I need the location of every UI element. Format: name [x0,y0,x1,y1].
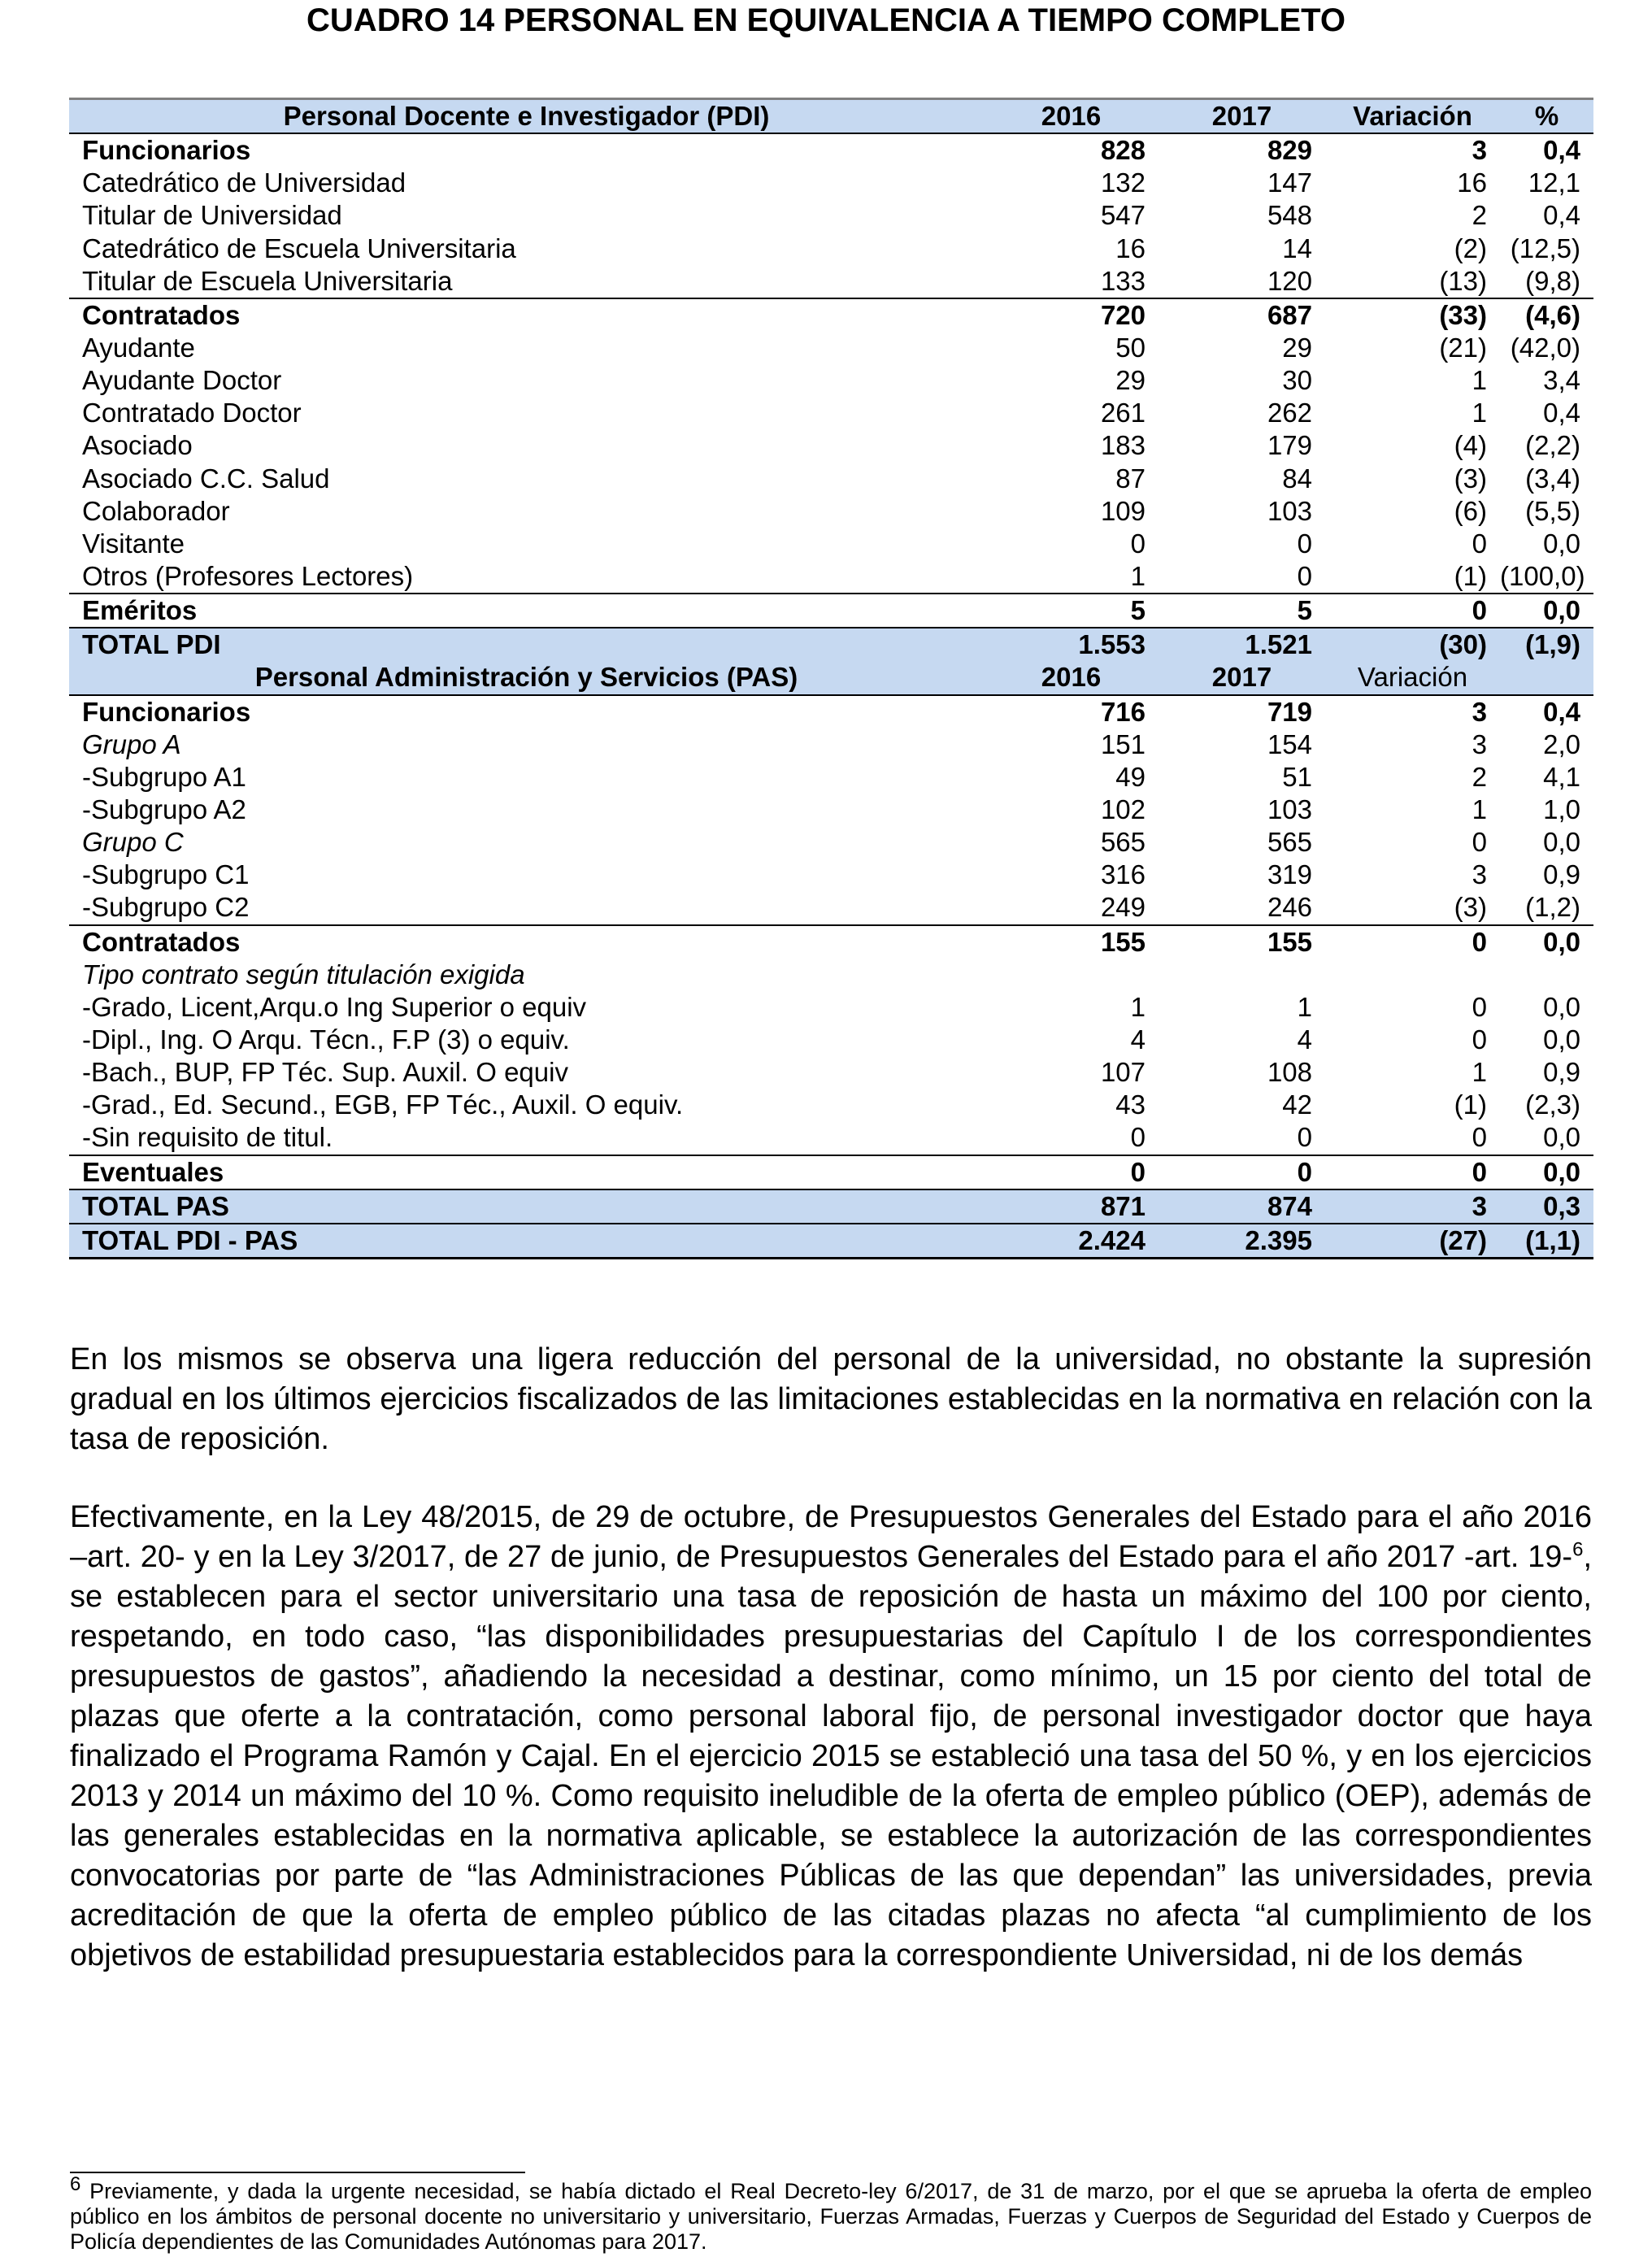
value-percent: 1,0 [1543,794,1580,825]
table-row [69,925,1593,959]
value-percent: (1,2) [1525,892,1580,923]
value-2017 [1159,959,1325,991]
row-label: -Dipl., Ing. O Arqu. Técn., F.P (3) o equiv. [82,1024,570,1055]
value-percent: (3,4) [1525,463,1580,494]
table-row [69,397,1593,429]
pas-header-row [69,661,1593,694]
row-label: Contratados [69,298,984,332]
table-row [69,463,1593,495]
header-2017: 2017 [1159,661,1325,694]
footnote-reference[interactable]: 6 [1572,1538,1584,1561]
table-row [69,1056,1593,1089]
value-2017: 179 [1267,430,1312,461]
row-label: -Subgrupo C1 [82,859,250,890]
row-label: Ayudante [82,333,195,363]
value-2016: 50 [1115,333,1146,363]
value-2017: 0 [1159,1155,1325,1189]
row-label: Otros (Profesores Lectores) [82,561,414,592]
row-label: Grupo C [82,827,184,858]
body-paragraph [70,1498,1592,1976]
table-row [69,364,1593,397]
value-percent: 0,3 [1500,1189,1593,1224]
row-label: TOTAL PDI - PAS [69,1224,984,1259]
value-2017: 565 [1267,827,1312,858]
table-row [69,1089,1593,1121]
value-2016: 49 [1115,761,1146,792]
table-row [69,199,1593,232]
header-variacion: Variación [1325,661,1500,694]
value-variacion: (4) [1454,430,1487,461]
value-2016: 151 [1100,728,1146,759]
value-2017: 30 [1282,365,1312,396]
footnote-text: Previamente, y dada la urgente necesidad, se había dictado el Real Decreto-ley 6/2017, de 31 de marzo, por el que se aprueba la oferta de empleo público en los ámbitos de personal docente no universitario y universitario, Fuerzas Armadas, Fuerzas y Cuerpos de Seguridad del Estado y Cuerpos de Policía dependientes de las Comunidades Autónomas para 2017. [70,2179,1592,2254]
value-2016: 43 [1115,1089,1146,1120]
table-row [69,233,1593,265]
value-2017: 1.521 [1159,628,1325,661]
value-variacion: 1 [1472,1057,1487,1088]
value-2017: 5 [1159,594,1325,628]
table-row [69,594,1593,628]
value-2017: 120 [1267,265,1312,296]
value-2016: 109 [1100,495,1146,526]
value-variacion [1325,959,1500,991]
row-label: Titular de Universidad [82,200,342,231]
value-percent: 2,0 [1543,728,1580,759]
value-percent: 0,9 [1543,859,1580,890]
row-label: -Grado, Licent,Arqu.o Ing Superior o equiv [82,991,587,1022]
value-variacion: (13) [1439,265,1487,296]
value-percent: 0,0 [1500,1155,1593,1189]
table-row [69,761,1593,794]
value-variacion: 0 [1472,528,1487,559]
table-row [69,1121,1593,1155]
table-row [69,133,1593,167]
value-2016: 720 [984,298,1159,332]
row-label: Contratado Doctor [82,398,302,428]
value-2016: 5 [984,594,1159,628]
value-percent: (5,5) [1525,495,1580,526]
row-label: Contratados [69,925,984,959]
pas-header-label: Personal Administración y Servicios (PAS) [69,661,984,694]
value-percent: 0,0 [1543,1024,1580,1055]
value-2017: 246 [1267,892,1312,923]
value-percent: (9,8) [1525,265,1580,296]
value-2016 [984,959,1159,991]
value-2016: 155 [984,925,1159,959]
value-2016: 4 [1130,1024,1146,1055]
value-2017: 2.395 [1159,1224,1325,1259]
value-variacion: 2 [1472,761,1487,792]
value-2017: 108 [1267,1057,1312,1088]
row-label: Asociado C.C. Salud [82,463,330,494]
pdi-header-label: Personal Docente e Investigador (PDI) [69,99,984,134]
value-2016: 0 [1130,528,1146,559]
value-2016: 2.424 [984,1224,1159,1259]
value-2017: 29 [1282,333,1312,363]
value-percent: 0,4 [1543,398,1580,428]
row-label: -Grad., Ed. Secund., EGB, FP Téc., Auxil. O equiv. [82,1089,684,1120]
value-percent: 3,4 [1543,365,1580,396]
value-2017: 719 [1159,695,1325,728]
value-2017: 548 [1267,200,1312,231]
value-percent: (12,5) [1510,233,1580,263]
value-variacion: 1 [1472,365,1487,396]
value-2017: 103 [1267,495,1312,526]
pdi-header-row [69,99,1593,134]
value-variacion: 0 [1472,1122,1487,1153]
value-variacion: (6) [1454,495,1487,526]
row-label: Asociado [82,430,193,461]
table-row [69,728,1593,761]
row-label: -Subgrupo A2 [82,794,246,825]
row-label: Tipo contrato según titulación exigida [82,959,525,989]
value-variacion: 1 [1472,398,1487,428]
value-percent: 0,0 [1543,991,1580,1022]
row-label: -Subgrupo C2 [82,892,250,923]
table-row [69,859,1593,891]
value-percent: 4,1 [1543,761,1580,792]
value-2017: 51 [1282,761,1312,792]
value-2017: 0 [1297,528,1312,559]
value-2017: 14 [1282,233,1312,263]
header-variacion: Variación [1325,99,1500,134]
value-variacion: (3) [1454,463,1487,494]
staff-table [69,98,1593,1259]
value-2017: 829 [1159,133,1325,167]
total-row [69,628,1593,661]
value-2016: 871 [984,1189,1159,1224]
row-label: Funcionarios [69,133,984,167]
value-2016: 29 [1115,365,1146,396]
value-variacion: 2 [1472,200,1487,231]
table-row [69,265,1593,298]
value-percent: 12,1 [1528,167,1580,198]
value-percent: (4,6) [1500,298,1593,332]
value-variacion: (3) [1454,892,1487,923]
value-variacion: 3 [1325,695,1500,728]
footnote-separator [70,2172,525,2173]
row-label: Eventuales [69,1155,984,1189]
value-2017: 262 [1267,398,1312,428]
value-2017: 1 [1297,991,1312,1022]
row-label: Funcionarios [69,695,984,728]
table-row [69,332,1593,364]
value-variacion: 3 [1472,728,1487,759]
value-2017: 0 [1297,561,1312,592]
table-row [69,794,1593,826]
value-percent [1500,959,1593,991]
value-2016: 1.553 [984,628,1159,661]
grand-total-row [69,1224,1593,1259]
paragraph-text: , se establecen para el sector universitario una tasa de reposición de hasta un máximo del 100 por ciento, respetando, en todo caso, “las disponibilidades presupuestarias del Capítulo I de los correspondientes presupuestos de gastos”, añadiendo la necesidad a destinar, como mínimo, un 15 por ciento del total de plazas que oferte a la contratación, como personal laboral fijo, de personal investigador doctor que haya finalizado el Programa Ramón y Cajal. En el ejercicio 2015 se estableció una tasa del 50 %, y en los ejercicios 2013 y 2014 un máximo del 10 %. Como requisito ineludible de la oferta de empleo público (OEP), además de las generales establecidas en la normativa aplicable, se establece la autorización de las correspondientes convocatorias por parte de “las Administraciones Públicas de las que dependan” las universidades, previa acreditación de que la oferta de empleo público de las citadas plazas no afecta “al cumplimiento de los objetivos de estabilidad presupuestaria establecidos para la correspondiente Universidad, ni de los demás [70,1540,1592,1972]
table-row [69,495,1593,528]
value-variacion: (27) [1325,1224,1500,1259]
value-variacion: (21) [1439,333,1487,363]
value-2017: 103 [1267,794,1312,825]
value-2016: 249 [1100,892,1146,923]
row-label: Catedrático de Escuela Universitaria [82,233,516,263]
footnote-number: 6 [70,2173,81,2195]
value-percent: (100,0) [1500,561,1585,592]
value-2016: 0 [1130,1122,1146,1153]
value-percent: 0,0 [1500,594,1593,628]
row-label: Colaborador [82,495,230,526]
value-2016: 1 [1130,991,1146,1022]
value-variacion: 0 [1472,991,1487,1022]
value-2016: 132 [1100,167,1146,198]
value-percent: 0,0 [1500,925,1593,959]
value-2016: 547 [1100,200,1146,231]
value-percent: 0,9 [1543,1057,1580,1088]
header-2016: 2016 [984,99,1159,134]
row-label: Grupo A [82,728,181,759]
value-variacion: (30) [1325,628,1500,661]
value-percent: (1,9) [1500,628,1593,661]
table-row [69,1155,1593,1189]
value-percent: 0,4 [1500,133,1593,167]
table-row [69,528,1593,560]
value-2016: 102 [1100,794,1146,825]
table-row [69,959,1593,991]
footnote [70,2173,1592,2255]
row-label: Visitante [82,528,185,559]
table-row [69,560,1593,594]
value-percent: (42,0) [1510,333,1580,363]
value-variacion: (1) [1454,561,1487,592]
value-variacion: (1) [1454,1089,1487,1120]
table-title: CUADRO 14 PERSONAL EN EQUIVALENCIA A TIEMPO COMPLETO [306,2,1346,38]
value-variacion: (33) [1325,298,1500,332]
paragraph-text: Efectivamente, en la Ley 48/2015, de 29 de octubre, de Presupuestos Generales del Estado para el año 2016 –art. 20- y en la Ley 3/2017, de 27 de junio, de Presupuestos Generales del Estado para el año 2017 -art. 19- [70,1500,1592,1574]
value-2016: 133 [1100,265,1146,296]
value-2017: 84 [1282,463,1312,494]
value-percent: (2,2) [1525,430,1580,461]
value-2017: 687 [1159,298,1325,332]
value-percent: 0,0 [1543,528,1580,559]
row-label: Eméritos [69,594,984,628]
row-label: -Subgrupo A1 [82,761,246,792]
row-label: Titular de Escuela Universitaria [82,265,453,296]
value-variacion: 0 [1472,827,1487,858]
row-label: Ayudante Doctor [82,365,282,396]
value-2017: 0 [1297,1122,1312,1153]
value-2016: 87 [1115,463,1146,494]
body-paragraph: En los mismos se observa una ligera reducción del personal de la universidad, no obstante la supresión gradual en los últimos ejercicios fiscalizados de las limitaciones establecidas en la normativa en relación con la tasa de reposición. [70,1342,1592,1456]
total-row [69,1189,1593,1224]
table-row [69,695,1593,728]
table-row [69,429,1593,462]
value-2016: 565 [1100,827,1146,858]
value-2017: 147 [1267,167,1312,198]
value-variacion: 16 [1457,167,1487,198]
value-percent: 0,0 [1543,827,1580,858]
header-percent: % [1500,99,1593,134]
table-row [69,891,1593,924]
row-label: Catedrático de Universidad [82,167,406,198]
table-row [69,826,1593,859]
value-variacion: 0 [1325,594,1500,628]
row-label: TOTAL PDI [69,628,984,661]
value-percent: (2,3) [1525,1089,1580,1120]
value-2017: 42 [1282,1089,1312,1120]
value-variacion: (2) [1454,233,1487,263]
value-2016: 16 [1115,233,1146,263]
value-2016: 0 [984,1155,1159,1189]
row-label: -Sin requisito de titul. [82,1122,333,1153]
value-variacion: 3 [1325,133,1500,167]
value-2016: 1 [1130,561,1146,592]
table-row [69,298,1593,332]
value-variacion: 3 [1472,859,1487,890]
header-2016: 2016 [984,661,1159,694]
value-2017: 319 [1267,859,1312,890]
value-2017: 155 [1159,925,1325,959]
value-2017: 4 [1297,1024,1312,1055]
value-2016: 107 [1100,1057,1146,1088]
table-row [69,167,1593,199]
row-label: -Bach., BUP, FP Téc. Sup. Auxil. O equiv [82,1057,568,1088]
table-row [69,1024,1593,1056]
header-empty [1500,661,1593,694]
value-2017: 154 [1267,728,1312,759]
value-percent: 0,4 [1543,200,1580,231]
value-variacion: 0 [1472,1024,1487,1055]
value-2016: 828 [984,133,1159,167]
value-2016: 716 [984,695,1159,728]
value-percent: (1,1) [1500,1224,1593,1259]
value-2016: 183 [1100,430,1146,461]
value-2016: 261 [1100,398,1146,428]
value-variacion: 3 [1325,1189,1500,1224]
value-2017: 874 [1159,1189,1325,1224]
value-percent: 0,4 [1500,695,1593,728]
row-label: TOTAL PAS [69,1189,984,1224]
value-variacion: 0 [1325,1155,1500,1189]
header-2017: 2017 [1159,99,1325,134]
value-2016: 316 [1100,859,1146,890]
value-percent: 0,0 [1543,1122,1580,1153]
value-variacion: 1 [1472,794,1487,825]
value-variacion: 0 [1325,925,1500,959]
table-row [69,991,1593,1024]
